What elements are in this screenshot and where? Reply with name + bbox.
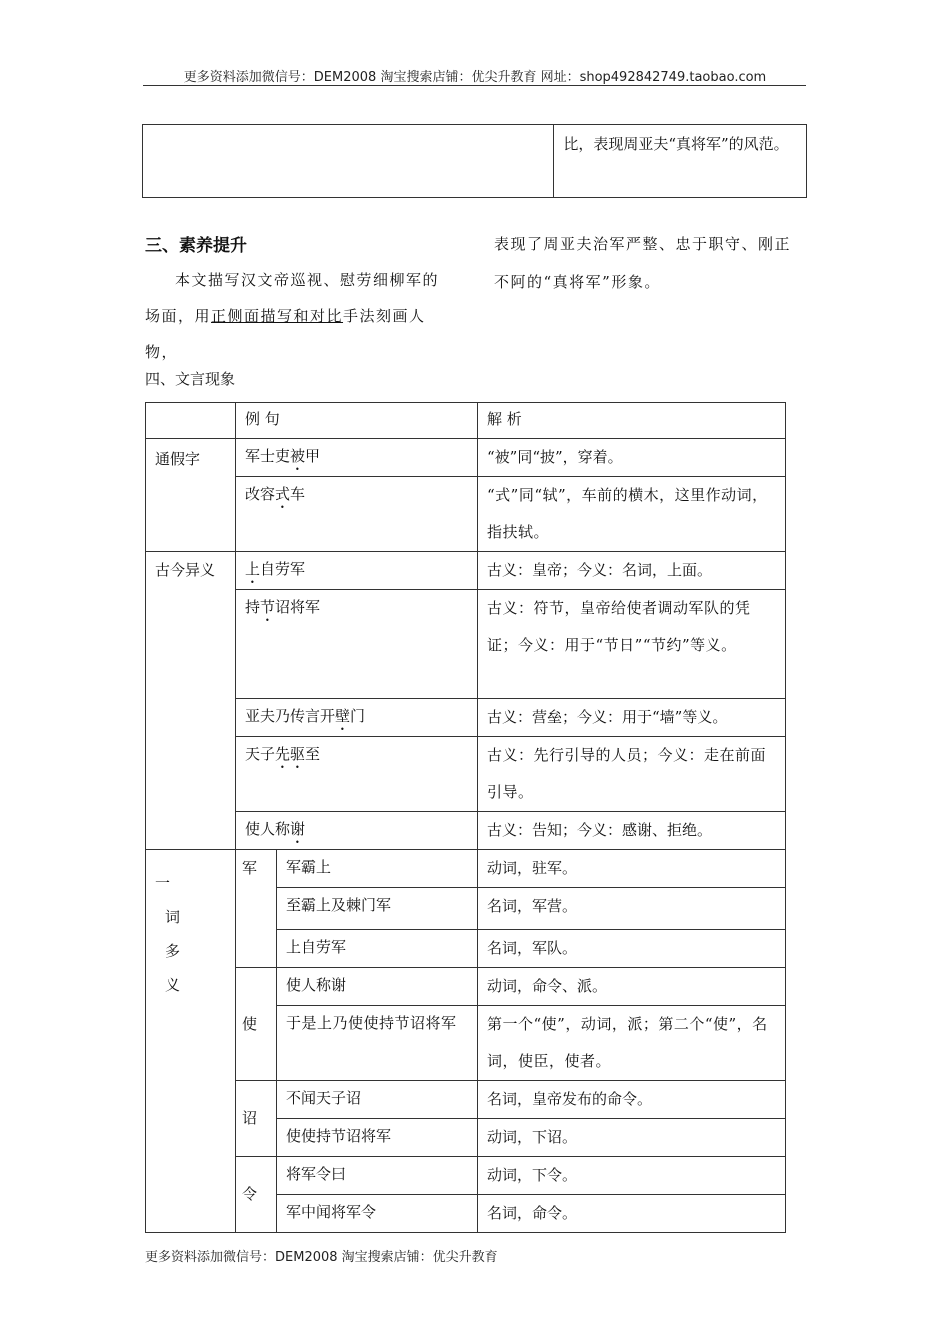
- continued-cell: 比，表现周亚夫“真将军”的风范。: [554, 125, 807, 198]
- header-example: 例 句: [236, 403, 478, 439]
- section3-paragraph-left: [145, 262, 450, 370]
- continued-table: [142, 124, 807, 198]
- explanation-cell: 古义：符节，皇帝给使者调动军队的凭证；今义：用于“节日”“节约”等义。: [478, 590, 786, 699]
- example-cell: 天子先驱至: [236, 737, 478, 812]
- explanation-cell: 名词，命令。: [478, 1195, 786, 1233]
- example-cell: 改容式车: [236, 477, 478, 552]
- example-cell: 军中闻将军令: [277, 1195, 478, 1233]
- explanation-cell: 第一个“使”，动词，派；第二个“使”，名词，使臣，使者。: [478, 1006, 786, 1081]
- example-cell: 持节诏将军: [236, 590, 478, 699]
- emphasized-char: 被: [290, 447, 306, 465]
- explanation-cell: 动词，下令。: [478, 1157, 786, 1195]
- example-cell: 亚夫乃传言开壁门: [236, 699, 478, 737]
- word-jun: 军: [236, 850, 277, 968]
- header-explanation: 解 析: [478, 403, 786, 439]
- example-cell: 使人称谢: [236, 812, 478, 850]
- example-cell: 军霸上: [277, 850, 478, 888]
- section4-title: 四、文言现象: [145, 370, 236, 388]
- page-header: 更多资料添加微信号：DEM2008 淘宝搜索店铺：优尖升教育 网址：shop492842749.taobao.com: [183, 70, 767, 85]
- section3-title: 三、素养提升: [145, 236, 247, 256]
- explanation-cell: 动词，命令、派。: [478, 968, 786, 1006]
- example-cell: 上自劳军: [277, 930, 478, 968]
- explanation-cell: “被”同“披”，穿着。: [478, 439, 786, 477]
- page-footer: 更多资料添加微信号：DEM2008 淘宝搜索店铺：优尖升教育: [145, 1250, 498, 1265]
- section3-paragraph-right: 表现了周亚夫治军严整、忠于职守、刚正不阿的“真将军”形象。: [494, 235, 792, 291]
- explanation-cell: 古义：皇帝；今义：名词，上面。: [478, 552, 786, 590]
- classical-phenomena-table: [145, 402, 786, 1233]
- example-cell: 使人称谢: [277, 968, 478, 1006]
- explanation-cell: 名词，皇帝发布的命令。: [478, 1081, 786, 1119]
- example-cell: 于是上乃使使持节诏将军: [277, 1006, 478, 1081]
- emphasized-char: 谢: [290, 820, 306, 838]
- explanation-cell: “式”同“轼”，车前的横木，这里作动词，指扶轼。: [478, 477, 786, 552]
- para-part-1: 本文描写汉文帝巡视、慰劳细柳军的场面，用: [145, 271, 440, 325]
- word-ling: 令: [236, 1157, 277, 1233]
- emphasized-char: 先驱: [275, 745, 306, 763]
- explanation-cell: 动词，驻军。: [478, 850, 786, 888]
- emphasized-char: 壁: [335, 707, 351, 725]
- word-shi: 使: [236, 968, 277, 1081]
- example-cell: 使使持节诏将军: [277, 1119, 478, 1157]
- explanation-cell: 名词，军队。: [478, 930, 786, 968]
- example-cell: 将军令曰: [277, 1157, 478, 1195]
- para-part-2: 手法刻画人物，: [145, 307, 426, 361]
- header-empty: [146, 403, 236, 439]
- category-gujin: 古今异义: [146, 552, 236, 850]
- explanation-cell: 名词，军营。: [478, 888, 786, 930]
- category-tongjia: 通假字: [146, 439, 236, 552]
- emphasized-char: 上: [245, 560, 261, 578]
- explanation-cell: 古义：告知；今义：感谢、拒绝。: [478, 812, 786, 850]
- emphasized-char: 节: [260, 598, 276, 616]
- para-underlined-phrase: 正侧面描写和对比: [211, 307, 344, 325]
- example-cell: 不闻天子诏: [277, 1081, 478, 1119]
- emphasized-char: 式: [275, 485, 291, 503]
- empty-cell: [143, 125, 554, 198]
- header-divider: [143, 85, 806, 86]
- example-cell: 军士吏被甲: [236, 439, 478, 477]
- category-yici: 一 词 多 义: [146, 850, 236, 1233]
- example-cell: 至霸上及棘门军: [277, 888, 478, 930]
- explanation-cell: 动词，下诏。: [478, 1119, 786, 1157]
- example-cell: 上自劳军: [236, 552, 478, 590]
- word-zhao: 诏: [236, 1081, 277, 1157]
- explanation-cell: 古义：营垒；今义：用于“墙”等义。: [478, 699, 786, 737]
- explanation-cell: 古义：先行引导的人员；今义：走在前面引导。: [478, 737, 786, 812]
